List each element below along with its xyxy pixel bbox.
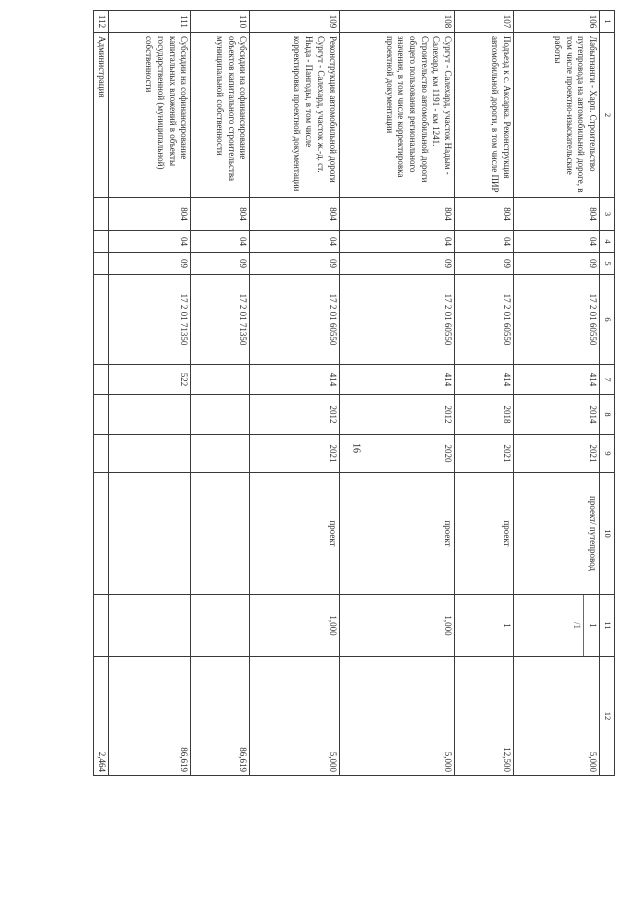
code-subsection: 09	[191, 253, 250, 275]
table-row	[513, 11, 599, 776]
code-subsection: 09	[250, 253, 339, 275]
budget-table-container	[93, 10, 615, 775]
code-subsection: 09	[339, 253, 455, 275]
object-name: Администрация	[94, 33, 110, 198]
capacity-value-second: /1	[571, 595, 585, 656]
table-row	[455, 11, 514, 776]
capacity-unit	[94, 473, 110, 595]
capacity-unit: проект	[339, 473, 455, 595]
code-subsection: 09	[513, 253, 599, 275]
code-expense-type: 414	[339, 365, 455, 395]
amount: 5,000	[339, 657, 455, 776]
code-target-article: 17 2 01 60550	[339, 275, 455, 365]
code-section	[94, 231, 110, 253]
code-ministry: 804	[513, 198, 599, 231]
page-number: 16	[350, 443, 362, 453]
code-ministry	[94, 198, 110, 231]
amount: 86,619	[109, 657, 191, 776]
end-year	[94, 435, 110, 473]
object-name: Субсидии на софинансирование объектов капитального строительства муниципальной собственности	[191, 33, 250, 198]
code-target-article	[94, 275, 110, 365]
start-year	[94, 395, 110, 435]
amount: 2,464	[94, 657, 110, 776]
table-row	[94, 11, 110, 776]
col-number-1: 1	[600, 11, 615, 33]
code-section: 04	[191, 231, 250, 253]
table-row	[191, 11, 250, 776]
table-row	[339, 11, 455, 776]
col-number-3: 3	[600, 198, 615, 231]
code-target-article: 17 2 01 60550	[455, 275, 514, 365]
object-name: Подъезд к с. Аксарка. Реконструкция автомобильной дороги, в том числе ПИР	[455, 33, 514, 198]
code-expense-type	[94, 365, 110, 395]
code-ministry: 804	[250, 198, 339, 231]
code-target-article: 17 2 01 71350	[109, 275, 191, 365]
code-target-article: 17 2 01 71350	[191, 275, 250, 365]
code-expense-type: 414	[513, 365, 599, 395]
capacity-value	[513, 595, 599, 657]
start-year: 2018	[455, 395, 514, 435]
code-section: 04	[250, 231, 339, 253]
start-year	[191, 395, 250, 435]
end-year: 2021	[513, 435, 599, 473]
amount: 5,000	[250, 657, 339, 776]
start-year: 2012	[250, 395, 339, 435]
col-number-2: 2	[600, 33, 615, 198]
capacity-value	[94, 595, 110, 657]
capacity-unit: проект	[455, 473, 514, 595]
capacity-unit: проект	[250, 473, 339, 595]
start-year: 2014	[513, 395, 599, 435]
col-number-11: 11	[600, 595, 615, 657]
amount: 12,500	[455, 657, 514, 776]
code-subsection: 09	[455, 253, 514, 275]
row-number: 106	[513, 11, 599, 33]
capacity-value: 1	[455, 595, 514, 657]
end-year: 2021	[455, 435, 514, 473]
col-number-7: 7	[600, 365, 615, 395]
object-name: Субсидии на софинансирование капитальных вложений в объекты государственной (муниципальной) собственности	[109, 33, 191, 198]
capacity-value: 1,000	[250, 595, 339, 657]
col-number-4: 4	[600, 231, 615, 253]
col-number-12: 12	[600, 657, 615, 776]
col-number-6: 6	[600, 275, 615, 365]
budget-table	[93, 10, 615, 776]
end-year: 2020	[339, 435, 455, 473]
row-number: 110	[191, 11, 250, 33]
capacity-value	[109, 595, 191, 657]
capacity-unit	[191, 473, 250, 595]
capacity-value-main: 1	[588, 623, 598, 628]
row-number: 111	[109, 11, 191, 33]
row-number: 107	[455, 11, 514, 33]
col-number-9: 9	[600, 435, 615, 473]
capacity-value: 1,000	[339, 595, 455, 657]
row-number: 109	[250, 11, 339, 33]
table-row	[109, 11, 191, 776]
code-ministry: 804	[191, 198, 250, 231]
amount: 86,619	[191, 657, 250, 776]
end-year	[109, 435, 191, 473]
row-number: 112	[94, 11, 110, 33]
code-target-article: 17 2 01 60550	[250, 275, 339, 365]
code-target-article: 17 2 01 60550	[513, 275, 599, 365]
capacity-unit	[109, 473, 191, 595]
code-section: 04	[339, 231, 455, 253]
col-number-10: 10	[600, 473, 615, 595]
start-year: 2012	[339, 395, 455, 435]
col-number-8: 8	[600, 395, 615, 435]
object-name: Лабытнанги - Харп. Строительство путепровода на автомобильной дороге, в том числе проектно-изыскательские работы	[513, 33, 599, 198]
capacity-value	[191, 595, 250, 657]
amount: 5,000	[513, 657, 599, 776]
code-expense-type	[191, 365, 250, 395]
code-expense-type: 522	[109, 365, 191, 395]
code-section: 04	[513, 231, 599, 253]
object-name: Реконструкция автомобильной дороги Сургут - Салехард, участок ж.-д. ст. Ныда - Пангоды, в том числе корректировка проектной документации	[250, 33, 339, 198]
code-expense-type: 414	[455, 365, 514, 395]
code-subsection	[94, 253, 110, 275]
code-subsection: 09	[109, 253, 191, 275]
start-year	[109, 395, 191, 435]
table-row	[250, 11, 339, 776]
end-year: 2021	[250, 435, 339, 473]
end-year	[191, 435, 250, 473]
object-name: Сургут - Салехард, участок Надым - Салехард, км 1191 - км 1241. Строительство автомобильной дороги общего пользования регионального значения, в том числе корректировка проектной документации	[339, 33, 455, 198]
column-number-row	[600, 11, 615, 776]
capacity-unit: проект/ путепровод	[513, 473, 599, 595]
col-number-5: 5	[600, 253, 615, 275]
code-ministry: 804	[455, 198, 514, 231]
code-expense-type: 414	[250, 365, 339, 395]
row-number: 108	[339, 11, 455, 33]
code-section: 04	[455, 231, 514, 253]
code-ministry: 804	[339, 198, 455, 231]
code-ministry: 804	[109, 198, 191, 231]
code-section: 04	[109, 231, 191, 253]
